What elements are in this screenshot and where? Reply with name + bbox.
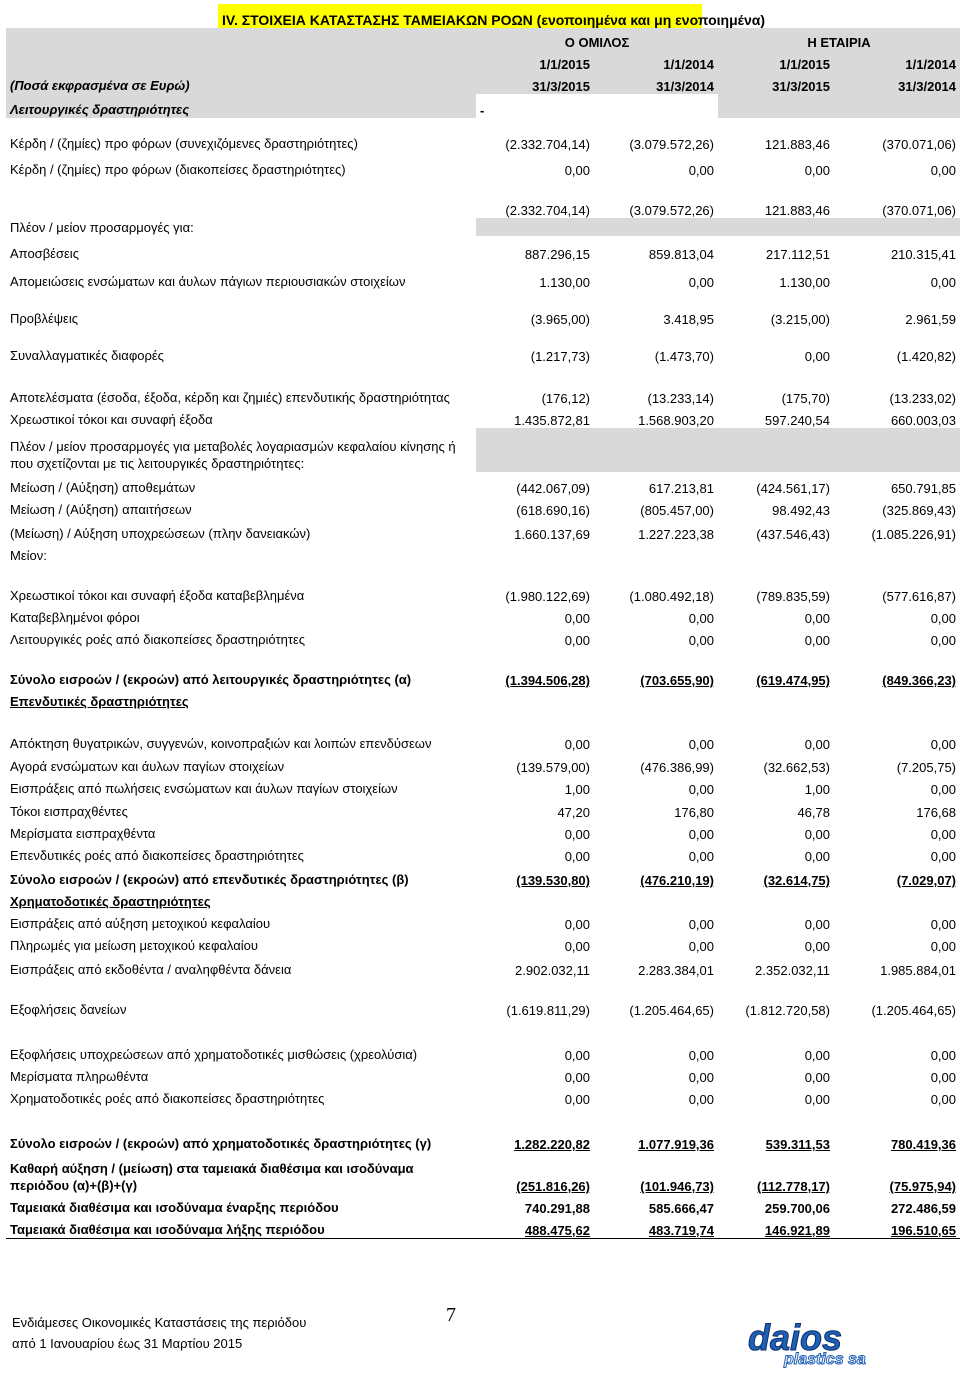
- row-value: [834, 542, 960, 564]
- row-label: Μείωση / (Αύξηση) αποθεμάτων: [10, 480, 196, 495]
- row-value: 98.492,43: [772, 503, 830, 518]
- row-value: (1.812.720,58): [745, 1003, 830, 1018]
- table-row: [6, 472, 960, 496]
- table-row: [6, 518, 960, 542]
- row-value: 217.112,51: [765, 247, 830, 262]
- row-value: 597.240,54: [764, 413, 830, 428]
- row-value: 0,00: [804, 349, 830, 364]
- row-value: (1.205.464,65): [629, 1003, 714, 1018]
- row-value: 0,00: [930, 275, 957, 290]
- row-value: (3.965,00): [530, 312, 590, 327]
- row-value: [476, 688, 594, 710]
- table-row: [6, 688, 960, 710]
- row-value: 0,00: [930, 163, 957, 178]
- row-value: (1.619.811,29): [506, 1003, 590, 1018]
- row-value: 0,00: [804, 163, 830, 178]
- row-value: 0,00: [930, 1070, 957, 1085]
- row-value: 887.296,15: [524, 247, 590, 262]
- row-value: (476.386,99): [640, 760, 714, 775]
- row-label: Πληρωμές για μείωση μετοχικού κεφαλαίου: [10, 938, 258, 953]
- row-value: 0,00: [804, 827, 830, 842]
- row-value: (101.946,73): [640, 1179, 714, 1194]
- row-value: (618.690,16): [516, 503, 590, 518]
- row-value: (7.029,07): [896, 873, 957, 888]
- row-label: Εισπράξεις από αύξηση μετοχικού κεφαλαίου: [10, 916, 271, 931]
- row-value: 0,00: [688, 827, 714, 842]
- table-row: [6, 1063, 960, 1085]
- row-value: (703.655,90): [640, 673, 714, 688]
- row-value: 0,00: [688, 1092, 714, 1107]
- row-value: 0,00: [688, 782, 714, 797]
- row-label: Εξοφλήσεις υποχρεώσεων από χρηματοδοτικές μισθώσεις (χρεολύσια): [10, 1047, 418, 1062]
- row-label: Απομειώσεις ενσώματων και άυλων πάγιων περιουσιακών στοιχείων: [10, 274, 406, 289]
- row-label: Κέρδη / (ζημίες) προ φόρων (διακοπείσες δραστηριότητες): [10, 162, 346, 177]
- row-value: 0,00: [930, 1092, 957, 1107]
- amounts-note: (Ποσά εκφρασμένα σε Ευρώ): [6, 72, 476, 94]
- row-value: 0,00: [564, 633, 590, 648]
- footer-report-period: [12, 1312, 306, 1354]
- row-value: 0,00: [930, 939, 957, 954]
- row-value: (32.662,53): [763, 760, 830, 775]
- row-label: Τόκοι εισπραχθέντες: [10, 804, 128, 819]
- period-to: 31/3/2014: [834, 72, 960, 94]
- row-value: [834, 218, 960, 236]
- row-value: [834, 688, 960, 710]
- table-row: [6, 178, 960, 218]
- table-row: [6, 954, 960, 978]
- row-value: 0,00: [804, 737, 830, 752]
- row-value: 0,00: [564, 849, 590, 864]
- row-value: (619.474,95): [756, 673, 830, 688]
- row-value: 0,00: [564, 1048, 590, 1063]
- row-value: (175,70): [781, 391, 830, 406]
- row-value: (370.071,06): [882, 203, 957, 218]
- table-row: [6, 118, 960, 152]
- row-value: 2.902.032,11: [515, 963, 590, 978]
- row-value: 0,00: [804, 917, 830, 932]
- row-value: 0,00: [688, 1048, 714, 1063]
- row-label: Επενδυτικές δραστηριότητες: [10, 694, 189, 709]
- row-value: 272.486,59: [890, 1201, 957, 1216]
- table-row: [6, 797, 960, 820]
- row-value: (13.233,14): [647, 391, 714, 406]
- row-value: 650.791,85: [890, 481, 957, 496]
- table-row: [6, 290, 960, 327]
- table-row: [6, 496, 960, 518]
- row-value: 0,00: [688, 611, 714, 626]
- row-value: [594, 218, 718, 236]
- row-value: 780.419,36: [890, 1137, 957, 1152]
- table-row: [6, 978, 960, 1018]
- row-value: (3.215,00): [770, 312, 830, 327]
- row-value: (3.079.572,26): [629, 137, 714, 152]
- entity-header-row: [6, 28, 960, 50]
- row-value: 0,00: [930, 917, 957, 932]
- table-row: [6, 327, 960, 364]
- row-label: Αποσβέσεις: [10, 246, 79, 261]
- table-row: [6, 604, 960, 626]
- row-value: (789.835,59): [756, 589, 830, 604]
- row-value: (424.561,17): [756, 481, 830, 496]
- row-label: Σύνολο εισροών / (εκροών) από επενδυτικές δραστηριότητες (β): [10, 872, 409, 887]
- table-row: [6, 1107, 960, 1152]
- period-to: 31/3/2015: [476, 72, 594, 94]
- cash-flow-table: [6, 4, 960, 1239]
- company-header: Η ΕΤΑΙΡΙΑ: [718, 28, 960, 50]
- row-value: (32.614,75): [763, 873, 830, 888]
- row-value: 0,00: [564, 737, 590, 752]
- row-value: 0,00: [688, 917, 714, 932]
- row-value: [718, 888, 834, 910]
- row-label: Χρεωστικοί τόκοι και συναφή έξοδα καταβεβλημένα: [10, 588, 305, 603]
- row-value: (476.210,19): [640, 873, 714, 888]
- row-value: 617.213,81: [648, 481, 714, 496]
- row-value: [476, 888, 594, 910]
- row-value: 0,00: [564, 1070, 590, 1085]
- row-value: 0,00: [804, 1092, 830, 1107]
- row-value: (849.366,23): [882, 673, 957, 688]
- company-logo: [744, 1318, 934, 1371]
- row-value: [718, 218, 834, 236]
- daios-logo-icon: [744, 1318, 934, 1366]
- row-value: 2.352.032,11: [755, 963, 830, 978]
- row-value: 121.883,46: [764, 137, 830, 152]
- row-value: (1.085.226,91): [871, 527, 957, 542]
- row-value: (805.457,00): [640, 503, 714, 518]
- row-value: (442.067,09): [516, 481, 590, 496]
- row-value: 1.077.919,36: [638, 1137, 714, 1152]
- row-label: Καταβεβλημένοι φόροι: [10, 610, 140, 625]
- row-label: Κέρδη / (ζημίες) προ φόρων (συνεχιζόμενες δραστηριότητες): [10, 136, 358, 151]
- row-label: Προβλέψεις: [10, 311, 79, 326]
- period-to: 31/3/2014: [594, 72, 718, 94]
- row-label: Συναλλαγματικές διαφορές: [10, 348, 164, 363]
- row-value: (75.975,94): [889, 1179, 957, 1194]
- row-value: 1.282.220,82: [514, 1137, 590, 1152]
- row-value: 0,00: [804, 1070, 830, 1085]
- row-value: (3.079.572,26): [629, 203, 714, 218]
- row-label: Χρηματοδοτικές ροές από διακοπείσες δραστηριότητες: [10, 1091, 325, 1106]
- row-value: 0,00: [804, 611, 830, 626]
- period-from: 1/1/2015: [476, 50, 594, 72]
- row-label: Λειτουργικές ροές από διακοπείσες δραστηριότητες: [10, 632, 306, 647]
- row-value: [476, 542, 594, 564]
- row-value: (1.217,73): [530, 349, 590, 364]
- row-value: 46,78: [797, 805, 830, 820]
- table-row: [6, 932, 960, 954]
- row-label: Καθαρή αύξηση / (μείωση) στα ταμειακά διαθέσιμα και ισοδύναμα περιόδου (α)+(β)+(γ): [10, 1161, 414, 1193]
- row-value: 2.283.384,01: [638, 963, 714, 978]
- row-value: 0,00: [688, 939, 714, 954]
- row-value: (176,12): [541, 391, 590, 406]
- table-row: [6, 236, 960, 262]
- row-value: (251.816,26): [516, 1179, 590, 1194]
- row-value: 0,00: [688, 633, 714, 648]
- table-row: [6, 406, 960, 428]
- row-value: (1.473,70): [654, 349, 714, 364]
- table-row: [6, 1194, 960, 1216]
- row-value: 585.666,47: [648, 1201, 714, 1216]
- row-value: 740.291,88: [524, 1201, 590, 1216]
- row-value: 121.883,46: [764, 203, 830, 218]
- row-value: 1.568.903,20: [638, 413, 714, 428]
- row-value: 1,00: [564, 782, 590, 797]
- row-value: (112.778,17): [756, 1179, 830, 1194]
- row-value: [594, 688, 718, 710]
- row-value: (7.205,75): [896, 760, 957, 775]
- row-label: Αγορά ενσώματων και άυλων παγίων στοιχείων: [10, 759, 285, 774]
- row-value: [476, 218, 594, 236]
- row-label: Επενδυτικές ροές από διακοπείσες δραστηριότητες: [10, 848, 304, 863]
- svg-text:plastics sa: plastics sa: [784, 1351, 866, 1368]
- row-label: Εισπράξεις από εκδοθέντα / αναληφθέντα δάνεια: [10, 962, 292, 977]
- row-value: 3.418,95: [663, 312, 714, 327]
- row-label: Ταμειακά διαθέσιμα και ισοδύναμα έναρξης περιόδου: [10, 1200, 339, 1215]
- period-from: 1/1/2015: [718, 50, 834, 72]
- row-value: (2.332.704,14): [505, 137, 590, 152]
- table-row: [6, 648, 960, 688]
- row-label: Μείωση / (Αύξηση) απαιτήσεων: [10, 502, 192, 517]
- row-value: (325.869,43): [882, 503, 957, 518]
- row-value: [476, 428, 594, 472]
- table-row: [6, 775, 960, 797]
- row-value: 176,68: [916, 805, 957, 820]
- row-value: [718, 428, 834, 472]
- table-row: [6, 564, 960, 604]
- table-row: [6, 364, 960, 406]
- row-value: 0,00: [804, 633, 830, 648]
- row-label: Μείον:: [10, 548, 47, 563]
- row-label: Ταμειακά διαθέσιμα και ισοδύναμα λήξης περιόδου: [6, 1216, 476, 1238]
- row-value: [594, 542, 718, 564]
- row-label: Σύνολο εισροών / (εκροών) από λειτουργικές δραστηριότητες (α): [10, 672, 412, 687]
- row-value: 488.475,62: [476, 1216, 594, 1238]
- table-row: [6, 542, 960, 564]
- row-label: Χρηματοδοτικές δραστηριότητες: [10, 894, 211, 909]
- page-number: 7: [446, 1304, 456, 1326]
- row-value: 1.130,00: [779, 275, 830, 290]
- row-value: (13.233,02): [889, 391, 957, 406]
- row-value: [834, 888, 960, 910]
- row-value: 660.003,03: [890, 413, 957, 428]
- row-label: Χρεωστικοί τόκοι και συναφή έξοδα: [10, 412, 213, 427]
- row-label: Μερίσματα πληρωθέντα: [10, 1069, 149, 1084]
- row-value: (1.080.492,18): [629, 589, 714, 604]
- period-to: 31/3/2015: [718, 72, 834, 94]
- row-value: (139.530,80): [516, 873, 590, 888]
- row-label: Πλέον / μείον προσαρμογές για:: [10, 220, 194, 235]
- table-row: [6, 1216, 960, 1238]
- row-value: 0,00: [930, 849, 957, 864]
- row-value: (370.071,06): [882, 137, 957, 152]
- dash-marker: -: [476, 94, 594, 118]
- table-row: [6, 864, 960, 888]
- row-label: (Μείωση) / Αύξηση υποχρεώσεων (πλην δανειακών): [10, 526, 311, 541]
- table-row: [6, 1085, 960, 1107]
- row-value: 0,00: [564, 917, 590, 932]
- row-value: 0,00: [930, 633, 957, 648]
- row-value: 196.510,65: [834, 1216, 960, 1238]
- table-row: [6, 1018, 960, 1063]
- row-value: [718, 542, 834, 564]
- row-value: 1.435.872,81: [514, 413, 590, 428]
- row-value: 0,00: [564, 827, 590, 842]
- row-value: [594, 888, 718, 910]
- row-label: [6, 178, 476, 218]
- row-label: Πλέον / μείον προσαρμογές για μεταβολές λογαριασμών κεφαλαίου κίνησης ή που σχετίζονται με τις λειτουργικές δραστηριότητες:: [10, 439, 456, 471]
- row-value: [718, 688, 834, 710]
- table-row: [6, 842, 960, 864]
- row-value: 483.719,74: [594, 1216, 718, 1238]
- table-row: [6, 626, 960, 648]
- row-value: (1.394.506,28): [505, 673, 590, 688]
- row-label: Μερίσματα εισπραχθέντα: [10, 826, 156, 841]
- row-value: 0,00: [804, 849, 830, 864]
- row-value: (1.980.122,69): [505, 589, 590, 604]
- row-value: 0,00: [688, 737, 714, 752]
- row-label: Αποτελέσματα (έσοδα, έξοδα, κέρδη και ζημιές) επενδυτικής δραστηριότητας: [10, 390, 450, 405]
- row-value: 0,00: [688, 1070, 714, 1085]
- row-value: 0,00: [804, 939, 830, 954]
- table-row: [6, 910, 960, 932]
- footer-line-2: από 1 Ιανουαρίου έως 31 Μαρτίου 2015: [12, 1336, 243, 1351]
- page-title: IV. ΣΤΟΙΧΕΙΑ ΚΑΤΑΣΤΑΣΗΣ ΤΑΜΕΙΑΚΩΝ ΡΟΩΝ (ενοποιημένα και μη ενοποιημένα): [218, 4, 702, 28]
- row-value: 0,00: [688, 163, 714, 178]
- table-row: [6, 1152, 960, 1194]
- row-value: (2.332.704,14): [505, 203, 590, 218]
- section-row: [6, 94, 960, 118]
- table-row: [6, 710, 960, 752]
- table-row: [6, 820, 960, 842]
- row-label: Απόκτηση θυγατρικών, συγγενών, κοινοπραξιών και λοιπών επενδύσεων: [10, 736, 432, 751]
- row-value: 0,00: [804, 1048, 830, 1063]
- table-row: [6, 428, 960, 472]
- row-value: 0,00: [930, 782, 957, 797]
- row-value: (577.616,87): [882, 589, 957, 604]
- period-from-row: [6, 50, 960, 72]
- row-value: 47,20: [557, 805, 590, 820]
- row-value: (139.579,00): [516, 760, 590, 775]
- row-value: 1.130,00: [539, 275, 590, 290]
- row-value: 0,00: [930, 827, 957, 842]
- row-value: 1.660.137,69: [514, 527, 590, 542]
- row-value: (1.205.464,65): [871, 1003, 957, 1018]
- row-value: 859.813,04: [648, 247, 714, 262]
- row-value: 176,80: [674, 805, 714, 820]
- row-value: 0,00: [564, 1092, 590, 1107]
- row-value: [834, 428, 960, 472]
- row-value: 0,00: [564, 611, 590, 626]
- row-value: 0,00: [930, 611, 957, 626]
- table-row: [6, 752, 960, 775]
- row-value: 539.311,53: [765, 1137, 830, 1152]
- row-value: (437.546,43): [756, 527, 830, 542]
- table-row: [6, 888, 960, 910]
- row-value: [594, 428, 718, 472]
- table-row: [6, 152, 960, 178]
- row-value: 1.227.223,38: [638, 527, 714, 542]
- row-value: (1.420,82): [896, 349, 957, 364]
- period-from: 1/1/2014: [594, 50, 718, 72]
- row-value: 0,00: [564, 939, 590, 954]
- row-value: 0,00: [688, 275, 714, 290]
- row-label: Εισπράξεις από πωλήσεις ενσώματων και άυλων παγίων στοιχείων: [10, 781, 398, 796]
- period-to-row: [6, 72, 960, 94]
- row-label: Σύνολο εισροών / (εκροών) από χρηματοδοτικές δραστηριότητες (γ): [10, 1136, 432, 1151]
- table-row: [6, 218, 960, 236]
- row-label: Εξοφλήσεις δανείων: [10, 1002, 127, 1017]
- row-value: 1,00: [804, 782, 830, 797]
- row-value: 0,00: [930, 737, 957, 752]
- footer-line-1: Ενδιάμεσες Οικονομικές Καταστάσεις της περιόδου: [12, 1315, 307, 1330]
- row-value: 0,00: [930, 1048, 957, 1063]
- section-operating: Λειτουργικές δραστηριότητες: [6, 94, 476, 118]
- group-header: Ο ΟΜΙΛΟΣ: [476, 28, 718, 50]
- row-value: 0,00: [564, 163, 590, 178]
- table-row: [6, 262, 960, 290]
- period-from: 1/1/2014: [834, 50, 960, 72]
- row-value: 259.700,06: [764, 1201, 830, 1216]
- row-value: 210.315,41: [890, 247, 957, 262]
- row-value: 2.961,59: [905, 312, 957, 327]
- svg-text:daios: daios: [748, 1317, 843, 1358]
- row-value: 0,00: [688, 849, 714, 864]
- row-value: 1.985.884,01: [880, 963, 957, 978]
- row-value: 146.921,89: [718, 1216, 834, 1238]
